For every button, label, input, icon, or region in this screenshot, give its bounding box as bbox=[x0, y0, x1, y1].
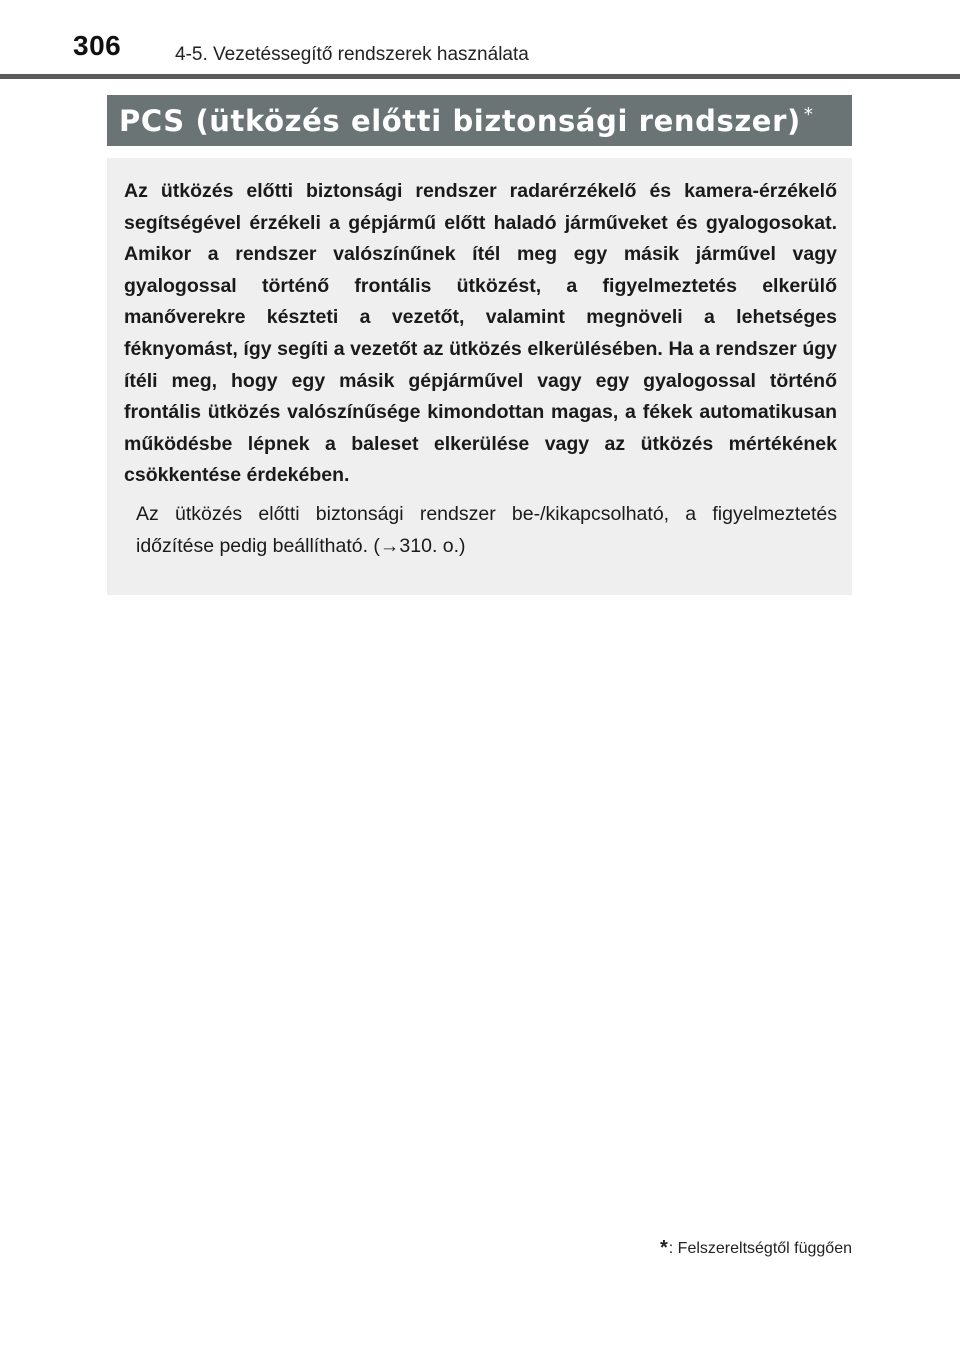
section-header: 4-5. Vezetéssegítő rendszerek használata bbox=[175, 44, 529, 65]
intro-paragraph-note: Az ütközés előtti biztonsági rendszer be-/kikapcsolható, a figyelmeztetés időzítése pedig beállítható. (→310. o.) bbox=[136, 502, 837, 557]
page-number: 306 bbox=[73, 30, 122, 61]
footnote-text: : Felszereltségtől függően bbox=[668, 1239, 852, 1257]
intro-paragraph-bold: Az ütközés előtti biztonsági rendszer radarérzékelő és kamera-érzékelő segítségével érzékeli a gépjármű előtt haladó járműveket és gyalogosokat. Amikor a rendszer valószínűnek ítél meg egy másik járművel vagy gyalogossal történő frontális ütközést, a figyelmeztetés elkerülő manőverekre készteti a vezetőt, valamint megnöveli a lehetséges féknyomást, így segíti a vezetőt az ütközés elkerülésében. Ha a rendszer úgy ítéli meg, hogy egy másik gépjárművel vagy egy gyalogossal történő frontális ütközés valószínűsége kimondottan magas, a fékek automatikusan működésbe lépnek a baleset elkerülése vagy az ütközés mértékének csökkentése érdekében. bbox=[124, 180, 837, 487]
section-title-text: PCS (ütközés előtti biztonsági rendszer) bbox=[119, 103, 801, 138]
footnote-mark: * bbox=[659, 1237, 668, 1259]
title-bar bbox=[107, 95, 852, 146]
footnote bbox=[660, 1237, 852, 1260]
optional-equipment-mark: * bbox=[803, 103, 814, 125]
section-title bbox=[119, 104, 813, 138]
intro-box bbox=[107, 158, 852, 595]
header-rule bbox=[0, 74, 960, 79]
